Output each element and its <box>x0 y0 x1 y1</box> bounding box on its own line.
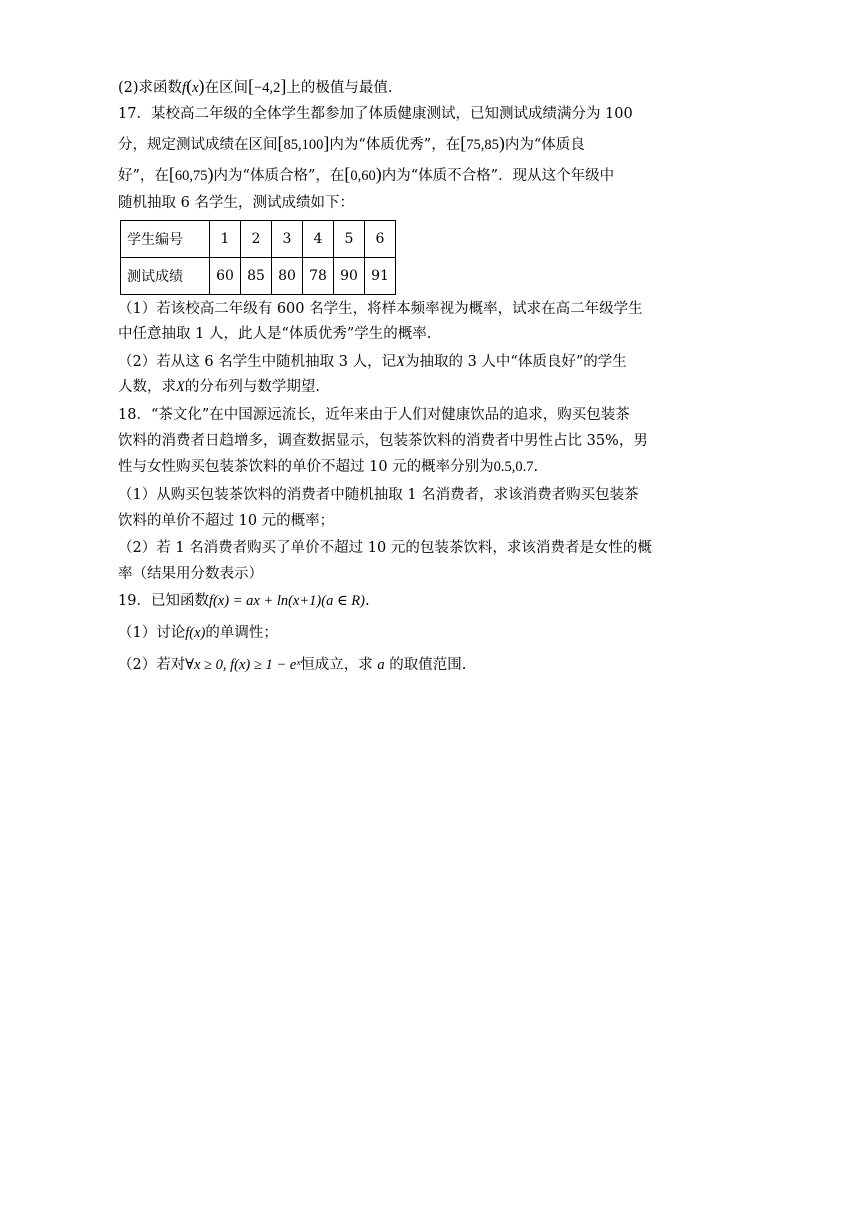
table-cell: 91 <box>365 258 396 295</box>
q17-text: 的分布列与数学期望. <box>184 379 320 395</box>
table-cell: 78 <box>303 258 334 295</box>
bracket: [ <box>168 164 175 184</box>
table-cell: 5 <box>334 221 365 258</box>
q17-line3 <box>118 164 614 186</box>
q17-text: 为抽取的 3 人中“体质良好”的学生 <box>404 354 627 370</box>
q17-text: 人数，求 <box>118 379 176 395</box>
function-definition: f(x) = ax + ln(x+1)(a ∈ R) <box>208 593 365 609</box>
q19-part2 <box>118 655 466 675</box>
bracket: ) <box>375 164 382 184</box>
bracket: ) <box>498 133 505 153</box>
variable-X: X <box>176 379 185 395</box>
table-cell: 90 <box>334 258 365 295</box>
q19-text: 的取值范围. <box>389 657 467 673</box>
q17-line1: 17．某校高二年级的全体学生都参加了体质健康测试，已知测试成绩满分为 100 <box>118 106 633 122</box>
q18-part1-line1: （1）从购买包装茶饮料的消费者中随机抽取 1 名消费者，求该消费者购买包装茶 <box>118 487 639 503</box>
q18-line2: 饮料的消费者日趋增多，调查数据显示，包装茶饮料的消费者中男性占比 35%，男 <box>118 433 648 449</box>
bracket: ] <box>280 76 287 96</box>
q17-part2-line1 <box>118 352 627 372</box>
q18-text: 性与女性购买包装茶饮料的单价不超过 10 元的概率分别为 <box>118 459 494 475</box>
probabilities: 0.5,0.7 <box>493 459 534 475</box>
interval: 75,85 <box>466 137 499 153</box>
q19-text: 的单调性； <box>205 625 278 641</box>
paren: ( <box>186 76 193 96</box>
q19-text: （2）若对 <box>118 657 186 673</box>
table-row <box>121 221 396 258</box>
q16-part2-text: 在区间 <box>204 80 249 96</box>
bracket: ) <box>207 164 214 184</box>
bracket: [ <box>460 133 467 153</box>
table-cell: 60 <box>210 258 241 295</box>
q17-part1-line1: （1）若该校高二年级有 600 名学生，将样本频率视为概率，试求在高二年级学生 <box>118 301 643 317</box>
bracket: [ <box>277 133 284 153</box>
q18-part2-line2: 率（结果用分数表示） <box>118 566 263 582</box>
q17-line4: 随机抽取 6 名学生，测试成绩如下： <box>118 195 354 211</box>
q16-part2 <box>118 76 392 98</box>
q19-line1 <box>118 591 370 611</box>
q19-text: . <box>364 593 370 609</box>
table-row <box>121 258 396 295</box>
inequality: ∀x ≥ 0, f(x) ≥ 1 − eˣ <box>185 657 301 673</box>
q18-part1-line2: 饮料的单价不超过 10 元的概率； <box>118 513 335 529</box>
table-header-cell: 学生编号 <box>121 221 210 258</box>
q19-text: 恒成立，求 <box>300 657 373 673</box>
q19-part1 <box>118 623 278 643</box>
q17-text: 内为“体质合格”，在 <box>213 168 345 184</box>
variable-x: x <box>192 80 199 96</box>
q17-part2-line2 <box>118 377 320 397</box>
score-table <box>120 220 396 295</box>
table-cell: 4 <box>303 221 334 258</box>
q17-line2 <box>118 133 585 155</box>
q18-line1: 18．“茶文化”在中国源远流长，近年来由于人们对健康饮品的追求，购买包装茶 <box>118 407 630 423</box>
q18-text: . <box>533 459 539 475</box>
q16-part2-text: (2)求函数 <box>118 80 183 96</box>
function-symbol: f(x) <box>185 625 206 641</box>
table-header-cell: 测试成绩 <box>121 258 210 295</box>
q19-text: 19．已知函数 <box>118 593 209 609</box>
table-cell: 3 <box>272 221 303 258</box>
q17-text: 内为“体质良 <box>504 137 585 153</box>
q18-line3 <box>118 457 538 477</box>
q17-text: 内为“体质不合格”．现从这个年级中 <box>381 168 615 184</box>
function-symbol: f <box>182 80 187 96</box>
q17-text: （2）若从这 6 名学生中随机抽取 3 人，记 <box>118 354 397 370</box>
q17-text: 内为“体质优秀”，在 <box>329 137 461 153</box>
q16-part2-text: 上的极值与最值. <box>286 80 393 96</box>
variable-a: a <box>377 657 385 673</box>
bracket: [ <box>344 164 351 184</box>
q19-text: （1）讨论 <box>118 625 186 641</box>
interval: 0,60 <box>350 168 376 184</box>
table-cell: 6 <box>365 221 396 258</box>
paren: ) <box>198 76 205 96</box>
table-cell: 80 <box>272 258 303 295</box>
q17-text: 好”，在 <box>118 168 169 184</box>
table-cell: 1 <box>210 221 241 258</box>
interval: 85,100 <box>283 137 324 153</box>
interval: 60,75 <box>174 168 208 184</box>
variable-X: X <box>396 354 405 370</box>
table-cell: 85 <box>241 258 272 295</box>
bracket: ] <box>323 133 330 153</box>
q17-part1-line2: 中任意抽取 1 人，此人是“体质优秀”学生的概率. <box>118 326 432 342</box>
q18-part2-line1: （2）若 1 名消费者购买了单价不超过 10 元的包装茶饮料，求该消费者是女性的概 <box>118 540 652 556</box>
interval: −4,2 <box>254 80 281 96</box>
table-cell: 2 <box>241 221 272 258</box>
q17-text: 分，规定测试成绩在区间 <box>118 137 278 153</box>
bracket: [ <box>248 76 255 96</box>
